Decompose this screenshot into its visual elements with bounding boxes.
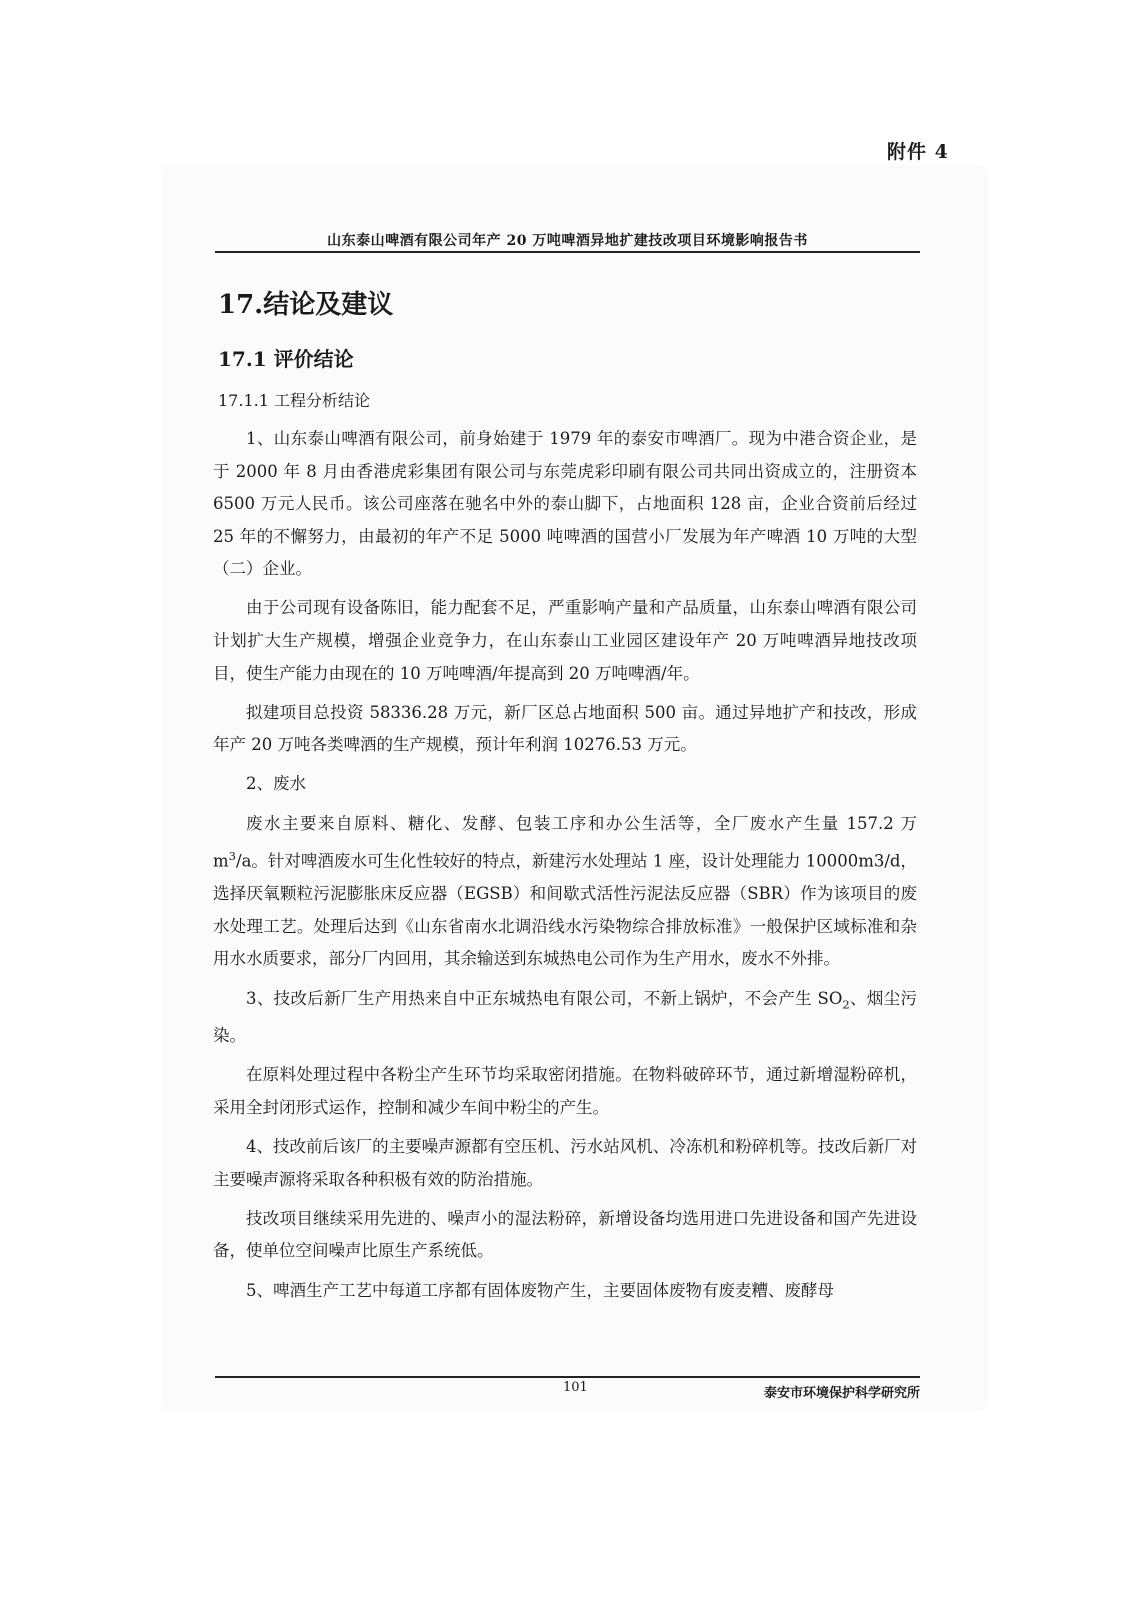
section-title: 17.结论及建议	[218, 290, 394, 320]
paragraph-project-reason: 由于公司现有设备陈旧，能力配套不足，严重影响产量和产品质量，山东泰山啤酒有限公司计划扩大生产规模，增强企业竞争力，在山东泰山工业园区建设年产 20 万吨啤酒异地技改项目，使生产能力由现在的 10 万吨啤酒/年提高到 20 万吨啤酒/年。	[213, 598, 917, 683]
paragraph-investment: 拟建项目总投资 58336.28 万元，新厂区总占地面积 500 亩。通过异地扩产和技改，形成年产 20 万吨各类啤酒的生产规模，预计年利润 10276.53 万元。	[213, 702, 917, 755]
attachment-label: 附件 4	[887, 141, 949, 163]
body-text	[213, 423, 917, 1314]
paragraph-heat-supply: 3、技改后新厂生产用热来自中正东城热电有限公司，不新上锅炉，不会产生 $SO_2$、烟尘污染。	[213, 988, 918, 1046]
running-header: 山东泰山啤酒有限公司年产 20 万吨啤酒异地扩建技改项目环境影响报告书	[327, 233, 808, 249]
footer-rule	[215, 1376, 920, 1378]
paragraph-noise-equipment: 技改项目继续采用先进的、噪声小的湿法粉碎，新增设备均选用进口先进设备和国产先进设备，使单位空间噪声比原生产系统低。	[213, 1208, 917, 1261]
subsection-title: 17.1 评价结论	[218, 347, 354, 371]
subsubsection-title: 17.1.1 工程分析结论	[218, 391, 370, 410]
paragraph-company-history: 1、山东泰山啤酒有限公司，前身始建于 1979 年的泰安市啤酒厂。现为中港合资企业，是于 2000 年 8 月由香港虎彩集团有限公司与东莞虎彩印刷有限公司共同出资成立的，注册资本 6500 万元人民币。该公司座落在驰名中外的泰山脚下，占地面积 128 亩，企业合资前后经过 25 年的不懈努力，由最初的年产不足 5000 吨啤酒的国营小厂发展为年产啤酒 10 万吨的大型（二）企业。	[213, 429, 917, 579]
footer-institute: 泰安市环境保护科学研究所	[763, 1386, 920, 1401]
paragraph-solid-waste: 5、啤酒生产工艺中每道工序都有固体废物产生，主要固体废物有废麦糟、废酵母	[246, 1280, 834, 1300]
paragraph-wastewater-heading: 2、废水	[246, 774, 306, 794]
header-rule	[215, 251, 920, 253]
page-number: 101	[563, 1380, 588, 1395]
paragraph-dust-control: 在原料处理过程中各粉尘产生环节均采取密闭措施。在物料破碎环节，通过新增湿粉碎机，采用全封闭形式运作，控制和减少车间中粉尘的产生。	[213, 1065, 917, 1118]
paragraph-noise-sources: 4、技改前后该厂的主要噪声源都有空压机、污水站风机、冷冻机和粉碎机等。技改后新厂对主要噪声源将采取各种积极有效的防治措施。	[213, 1137, 917, 1189]
paragraph-wastewater: 废水主要来自原料、糖化、发酵、包装工序和办公生活等，全厂废水产生量 157.2 万 $m^3/a$。针对啤酒废水可生化性较好的特点，新建污水处理站 1 座，设计处理能力 10000m3/d，选择厌氧颗粒污泥膨胀床反应器（EGSB）和间歇式活性污泥法反应器（SBR）作为该项目的废水处理工艺。处理后达到《山东省南水北调沿线水污染物综合排放标准》一般保护区域标准和杂用水水质要求，部分厂内回用，其余输送到东城热电公司作为生产用水，废水不外排。	[213, 813, 917, 969]
